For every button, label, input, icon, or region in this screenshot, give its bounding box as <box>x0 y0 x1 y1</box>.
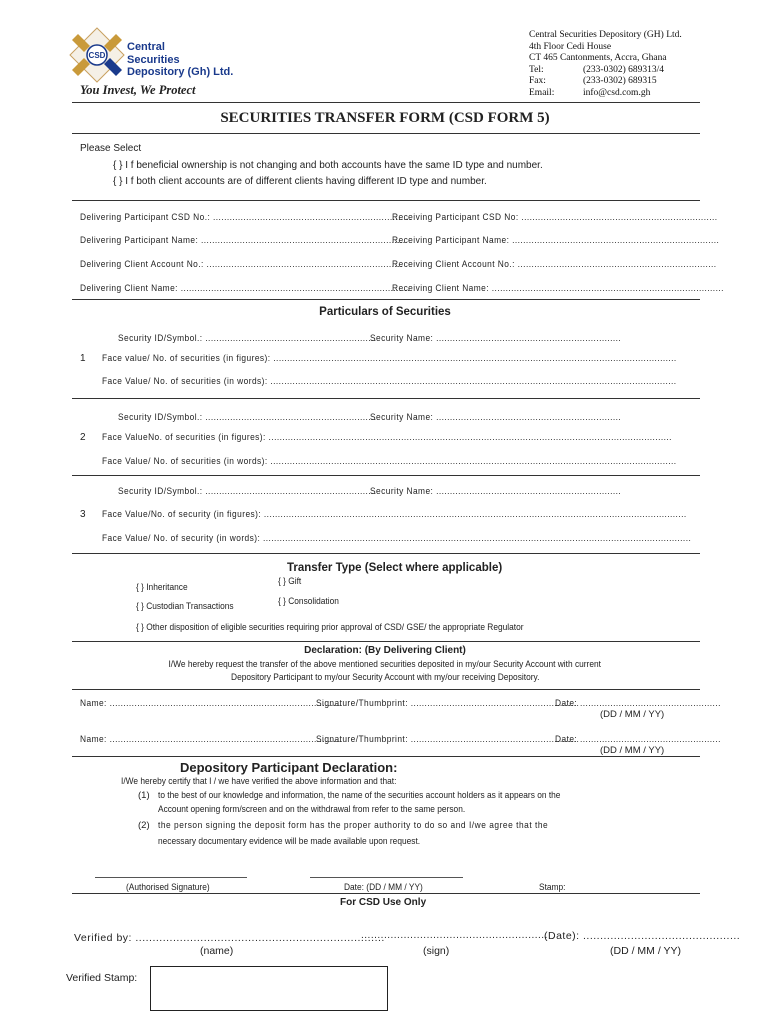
face-value-figures-field[interactable]: Face value/ No. of securities (in figures): .................................................................................................................................................. <box>102 353 677 364</box>
title-divider <box>72 133 700 134</box>
date-field[interactable]: Date: ................................................... <box>555 734 721 745</box>
date-format-label: (DD / MM / YY) <box>600 745 665 756</box>
date-format-label: (DD / MM / YY) <box>600 709 665 720</box>
security-name-field[interactable]: Security Name: ................................................................... <box>370 333 622 344</box>
client-declaration-heading: Declaration: (By Delivering Client) <box>304 645 466 656</box>
tagline: You Invest, We Protect <box>80 83 196 97</box>
date-format-label: (DD / MM / YY) <box>610 945 681 957</box>
client-declaration-line: I/We hereby request the transfer of the above mentioned securities deposited in my/our Security Account with current <box>168 659 602 670</box>
face-value-words-field[interactable]: Face Value/ No. of securities (in words): ................................................................................................................................................... <box>102 376 677 387</box>
company-name-line: Depository (Gh) Ltd. <box>127 66 234 78</box>
item-number: 3 <box>80 509 86 520</box>
delivering-client-field[interactable]: Delivering Client Name: ................................................................................... <box>80 283 410 294</box>
address-line: 4th Floor Cedi House <box>529 41 612 52</box>
section-divider <box>72 475 700 476</box>
point-number: (2) <box>138 820 150 831</box>
svg-text:CSD: CSD <box>88 51 106 60</box>
company-name-line: Central <box>127 41 165 53</box>
verified-date-field[interactable]: (Date): .............................................. <box>544 930 741 942</box>
auth-signature-line[interactable] <box>95 877 247 878</box>
csd-use-heading: For CSD Use Only <box>340 897 427 908</box>
gift-option[interactable]: { } Gift <box>278 576 302 587</box>
section-divider <box>72 689 700 690</box>
option-different-id[interactable]: { } I f both client accounts are of different clients having different ID type and number. <box>113 176 487 187</box>
participant-declaration-intro: I/We hereby certify that I / we have verified the above information and that: <box>121 776 397 787</box>
signature-field[interactable]: Signature/Thumbprint: ............................................................. <box>316 734 580 745</box>
signature-field[interactable]: Signature/Thumbprint: ............................................................. <box>316 698 580 709</box>
face-value-figures-field[interactable]: Face Value/No. of security (in figures): ......................................................................................................................................................... <box>102 509 687 520</box>
other-disposition-option[interactable]: { } Other disposition of eligible securities requiring prior approval of CSD/ GSE/ the appropriate Regulator <box>136 622 524 633</box>
participant-declaration-heading: Depository Participant Declaration: <box>180 760 398 775</box>
section-divider <box>72 398 700 399</box>
email-label: Email: <box>529 87 555 98</box>
face-value-words-field[interactable]: Face Value/ No. of securities (in words): ................................................................................................................................................... <box>102 456 677 467</box>
consolidation-option[interactable]: { } Consolidation <box>278 596 339 607</box>
fax-label: Fax: <box>529 76 546 86</box>
please-select-label: Please Select <box>80 143 142 154</box>
declaration-point-text: necessary documentary evidence will be made available upon request. <box>158 836 421 847</box>
company-address <box>529 30 682 99</box>
email-value: info@csd.com.gh <box>583 87 651 98</box>
option-same-id[interactable]: { } I f beneficial ownership is not changing and both accounts have the same ID type and number. <box>113 160 543 171</box>
sign-field[interactable]: ......................................................... <box>361 930 548 941</box>
section-divider <box>72 299 700 300</box>
section-divider <box>72 553 700 554</box>
section-divider <box>72 893 700 894</box>
date-field[interactable]: Date: ................................................... <box>555 698 721 709</box>
receiving-client-field[interactable]: Receiving Client Name: .................................................................................... <box>392 283 724 294</box>
delivering-account-field[interactable]: Delivering Client Account No.: ....................................................................... <box>80 259 403 270</box>
client-name-field[interactable]: Name: .................................................................................... <box>80 698 342 709</box>
csd-logo-icon <box>68 26 126 84</box>
face-value-words-field[interactable]: Face Value/ No. of security (in words): ........................................................................................................................................................... <box>102 533 692 544</box>
verified-stamp-box[interactable] <box>150 966 388 1011</box>
fax-value: (233-0302) 689315 <box>583 76 657 86</box>
company-name-line: Securities <box>127 53 180 66</box>
item-number: 2 <box>80 432 86 443</box>
declaration-point-text: to the best of our knowledge and information, the name of the securities account holders as it appears on the <box>158 790 561 801</box>
tel-label: Tel: <box>529 64 544 75</box>
declaration-point-text: the person signing the deposit form has the proper authority to do so and I/we agree that the <box>158 820 549 831</box>
particulars-heading: Particulars of Securities <box>319 306 451 318</box>
section-divider <box>72 641 700 642</box>
security-symbol-field[interactable]: Security ID/Symbol.: .............................................................. <box>118 333 377 344</box>
client-name-field[interactable]: Name: .................................................................................... <box>80 734 342 745</box>
delivering-csd-field[interactable]: Delivering Participant CSD No.: ........................................................................ <box>80 212 412 223</box>
name-label: (name) <box>200 945 234 957</box>
date-line[interactable] <box>310 877 463 878</box>
address-name: Central Securities Depository (GH) Ltd. <box>529 30 682 40</box>
address-line: CT 465 Cantonments, Accra, Ghana <box>529 53 667 63</box>
tel-value: (233-0302) 689313/4 <box>583 64 665 75</box>
section-divider <box>72 200 700 201</box>
security-symbol-field[interactable]: Security ID/Symbol.: .............................................................. <box>118 412 377 423</box>
declaration-point-text: Account opening form/screen and on the withdrawal from refer to the same person. <box>158 804 466 815</box>
transfer-type-heading: Transfer Type (Select where applicable) <box>287 562 503 574</box>
form-title: SECURITIES TRANSFER FORM (CSD FORM 5) <box>220 110 550 126</box>
point-number: (1) <box>138 790 150 801</box>
company-name <box>127 41 233 79</box>
face-value-figures-field[interactable]: Face ValueNo. of securities (in figures): .................................................................................................................................................. <box>102 432 672 443</box>
inheritance-option[interactable]: { } Inheritance <box>136 582 188 593</box>
verified-by-field[interactable]: Verified by: ......................................................................... <box>74 932 385 944</box>
receiving-account-field[interactable]: Receiving Client Account No.: ........................................................................ <box>392 259 717 270</box>
header-divider <box>72 102 700 103</box>
section-divider <box>72 756 700 757</box>
receiving-csd-field[interactable]: Receiving Participant CSD No: ....................................................................... <box>392 212 718 223</box>
custodian-option[interactable]: { } Custodian Transactions <box>136 601 234 612</box>
auth-signature-label: (Authorised Signature) <box>126 882 210 893</box>
client-declaration-line: Depository Participant to my/our Security Account with my/our receiving Depository. <box>230 672 540 683</box>
sign-label: (sign) <box>423 945 450 957</box>
delivering-name-field[interactable]: Delivering Participant Name: .......................................................................... <box>80 235 406 246</box>
stamp-label: Stamp: <box>539 882 566 893</box>
receiving-name-field[interactable]: Receiving Participant Name: ........................................................................... <box>392 235 720 246</box>
item-number: 1 <box>80 353 86 364</box>
security-symbol-field[interactable]: Security ID/Symbol.: .............................................................. <box>118 486 377 497</box>
security-name-field[interactable]: Security Name: ................................................................... <box>370 412 622 423</box>
date-label: Date: (DD / MM / YY) <box>344 882 423 893</box>
security-name-field[interactable]: Security Name: ................................................................... <box>370 486 622 497</box>
verified-stamp-label: Verified Stamp: <box>66 972 138 984</box>
